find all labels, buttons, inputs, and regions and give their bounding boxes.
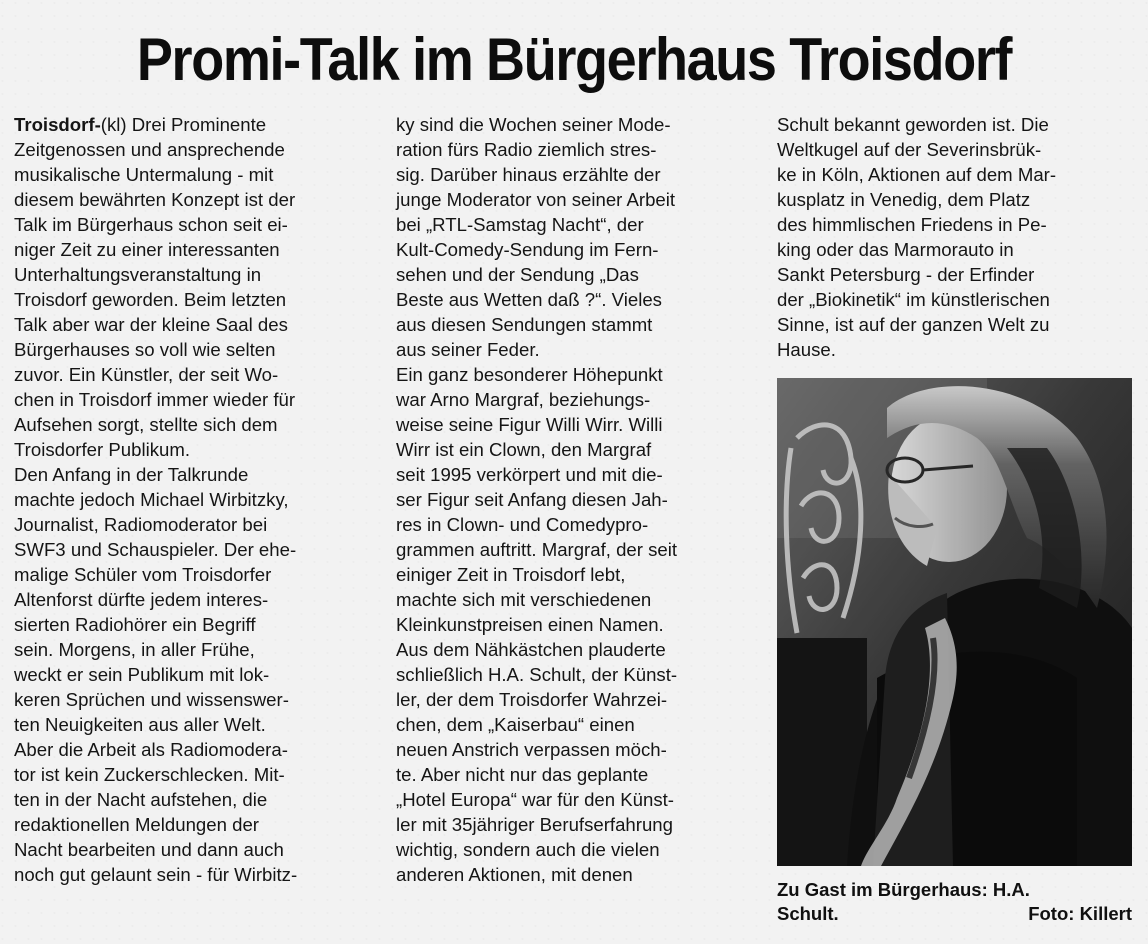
article-paragraph: Schult bekannt geworden ist. Die Weltkugel auf der Severinsbrük- ke in Köln, Aktionen auf dem Mar- kusplatz in Venedig, dem Platz des himmlischen Friedens in Pe- king oder das Marmorauto in Sankt Petersburg - der Erfinder der „Biokinetik“ im künstlerischen Sinne, ist auf der ganzen Welt zu Hause. [777,114,1057,360]
photo-caption [777,878,1132,926]
article-paragraph: Ein ganz besonderer Höhepunkt war Arno Margraf, beziehungs- weise seine Figur Willi Wirr. Willi Wirr ist ein Clown, den Margraf seit 1995 verkörpert und mit die- ser Figur seit Anfang diesen Jah- res in Clown- und Comedypro- grammen auftritt. Margraf, der seit einiger Zeit in Troisdorf lebt, machte sich mit verschiedenen Kleinkunstpreisen einen Namen. Aus dem Nähkästchen plauderte schließlich H.A. Schult, der Künst- ler, der dem Troisdorfer Wahrzei- chen, dem „Kaiserbau“ einen neuen Anstrich verpassen möch- te. Aber nicht nur das geplante „Hotel Europa“ war für den Künst- ler mit 35jähriger Berufserfahrung wichtig, sondern auch die vielen anderen Aktionen, mit denen [396,364,678,885]
paragraph-text: (kl) Drei Prominente Zeitgenossen und ansprechende musikalische Untermalung - mit diesem bewährten Konzept ist der Talk im Bürgerhaus schon seit ei- niger Zeit zu einer interessanten Unterhaltungsveranstaltung in Troisdorf geworden. Beim letzten Talk aber war der kleine Saal des Bürgerhauses so voll wie selten zuvor. Ein Künstler, der seit Wo- chen in Troisdorf immer wieder für Aufsehen sorgt, stellte sich dem Troisdorfer Publikum. [14,114,296,460]
article-paragraph: Den Anfang in der Talkrunde machte jedoch Michael Wirbitzky, Journalist, Radiomoderator bei SWF3 und Schauspieler. Der ehe- malige Schüler vom Troisdorfer Altenforst dürfte jedem interes- sierten Radiohörer ein Begriff sein. Morgens, in aller Frühe, weckt er sein Publikum mit lok- keren Sprüchen und wissenswer- ten Neuigkeiten aus aller Welt. Aber die Arbeit als Radiomodera- tor ist kein Zuckerschlecken. Mit- ten in der Nacht aufstehen, die redaktionellen Meldungen der Nacht bearbeiten und dann auch noch gut gelaunt sein - für Wirbitz- [14,464,298,885]
dateline: Troisdorf- [14,114,101,135]
caption-subject: Schult. [777,903,839,924]
article-paragraph: ky sind die Wochen seiner Mode- ration fürs Radio ziemlich stres- sig. Darüber hinaus erzählte der junge Moderator von seiner Arbeit bei „RTL-Samstag Nacht“, der Kult-Comedy-Sendung im Fern- sehen und der Sendung „Das Beste aus Wetten daß ?“. Vieles aus diesen Sendungen stammt aus seiner Feder. [396,114,676,360]
article-paragraph [14,112,370,462]
article-column-1 [14,112,370,887]
caption-line-1: Zu Gast im Bürgerhaus: H.A. [777,879,1030,900]
article-column-3 [777,112,1132,362]
photo-credit: Foto: Killert [1028,903,1132,924]
headline: Promi-Talk im Bürgerhaus Troisdorf [136,26,1012,93]
portrait-photo [777,378,1132,866]
caption-line-2 [777,902,1132,926]
article-column-2 [396,112,754,887]
portrait-photo-image [777,378,1132,866]
